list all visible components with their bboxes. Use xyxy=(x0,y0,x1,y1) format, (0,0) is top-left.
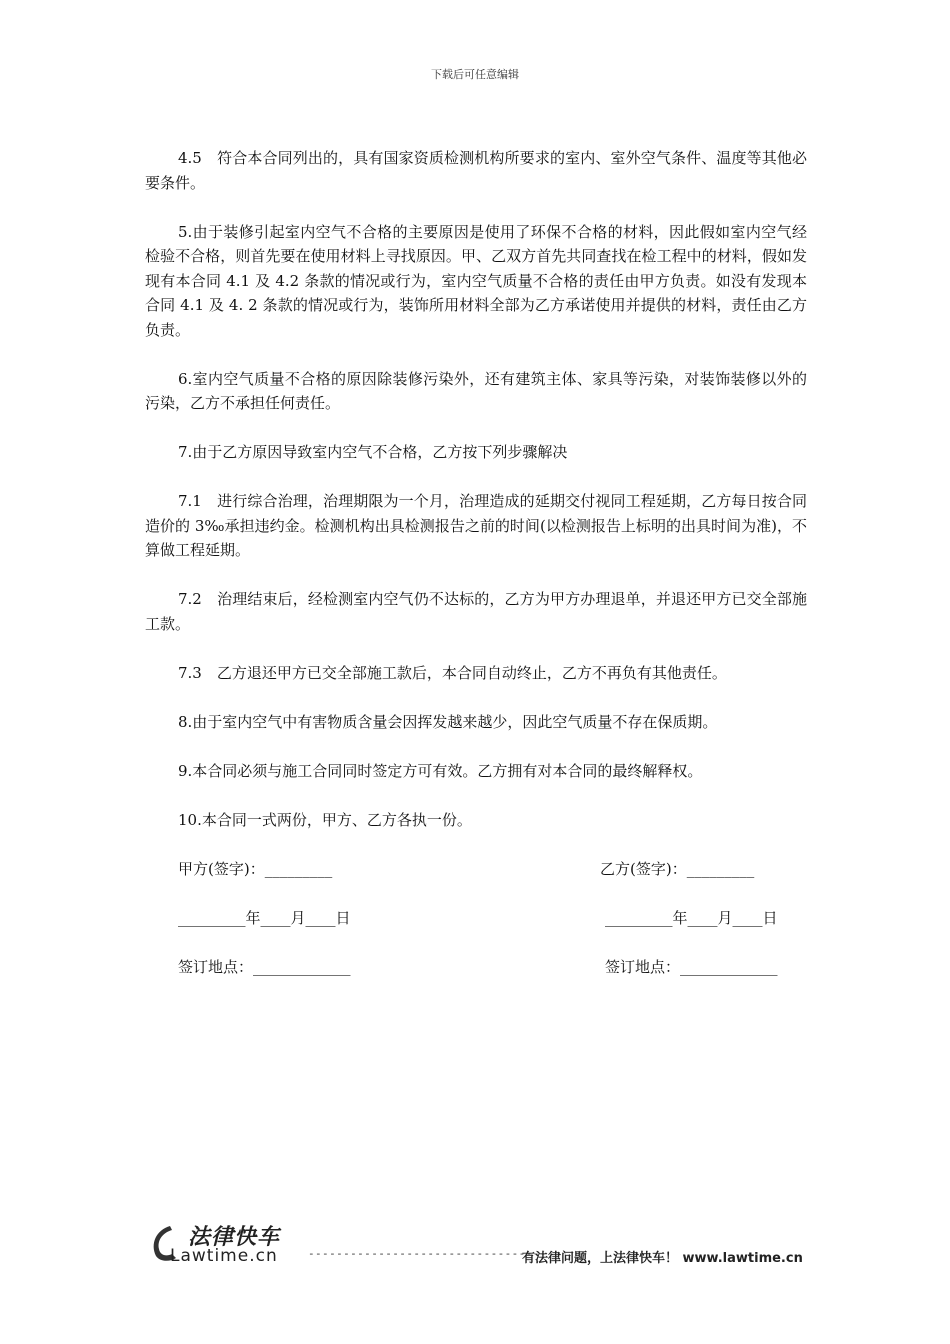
logo-chinese-text: 法律快车 xyxy=(188,1225,281,1250)
logo-english-text: Lawtime.cn xyxy=(170,1246,278,1266)
clause-7-3: 7.3 乙方退还甲方已交全部施工款后，本合同自动终止，乙方不再负有其他责任。 xyxy=(178,663,727,682)
signature-row xyxy=(145,857,807,882)
party-b-place: 签订地点：_____________ xyxy=(605,957,778,976)
clause-10: 10.本合同一式两份，甲方、乙方各执一份。 xyxy=(178,810,472,829)
clause-8: 8.由于室内空气中有害物质含量会因挥发越来越少，因此空气质量不存在保质期。 xyxy=(178,712,718,731)
clause-6: 6.室内空气质量不合格的原因除装修污染外，还有建筑主体、家具等污染，对装饰装修以外的污染，乙方不承担任何责任。 xyxy=(145,369,807,412)
party-b-signature: 乙方(签字)：_________ xyxy=(600,859,755,878)
contract-body xyxy=(145,146,807,1004)
footer-slogan: 有法律问题，上法律快车！ www.lawtime.cn xyxy=(522,1251,803,1266)
clause-7-2: 7.2 治理结束后，经检测室内空气仍不达标的，乙方为甲方办理退单，并退还甲方已交全部施工款。 xyxy=(145,590,807,633)
footer-banner xyxy=(148,1218,808,1270)
clause-9: 9.本合同必须与施工合同同时签定方可有效。乙方拥有对本合同的最终解释权。 xyxy=(178,761,703,780)
place-row xyxy=(145,955,807,980)
clause-5: 5.由于装修引起室内空气不合格的主要原因是使用了环保不合格的材料，因此假如室内空气经检验不合格，则首先要在使用材料上寻找原因。甲、乙双方首先共同查找在检工程中的材料，假如发现有本合同 4.1 及 4.2 条款的情况或行为，室内空气质量不合格的责任由甲方负责。如没有发现本合同 4.1 及 4. 2 条款的情况或行为，装饰所用材料全部为乙方承诺使用并提供的材料，责任由乙方负责。 xyxy=(145,222,807,339)
footer-divider: ---------------------------------- xyxy=(308,1247,547,1260)
clause-7: 7.由于乙方原因导致室内空气不合格，乙方按下列步骤解决 xyxy=(178,443,568,461)
party-b-date: _________年____月____日 xyxy=(605,908,778,927)
party-a-date: _________年____月____日 xyxy=(178,908,351,927)
header-note: 下载后可任意编辑 xyxy=(431,68,519,81)
party-a-signature: 甲方(签字)：_________ xyxy=(178,859,333,878)
date-row xyxy=(145,906,807,931)
clause-7-1: 7.1 进行综合治理，治理期限为一个月，治理造成的延期交付视同工程延期，乙方每日按合同造价的 3‰承担违约金。检测机构出具检测报告之前的时间(以检测报告上标明的出具时间为准)，不算做工程延期。 xyxy=(145,492,807,559)
party-a-place: 签订地点：_____________ xyxy=(178,957,351,976)
clause-4-5: 4.5 符合本合同列出的，具有国家资质检测机构所要求的室内、室外空气条件、温度等其他必要条件。 xyxy=(145,149,807,192)
